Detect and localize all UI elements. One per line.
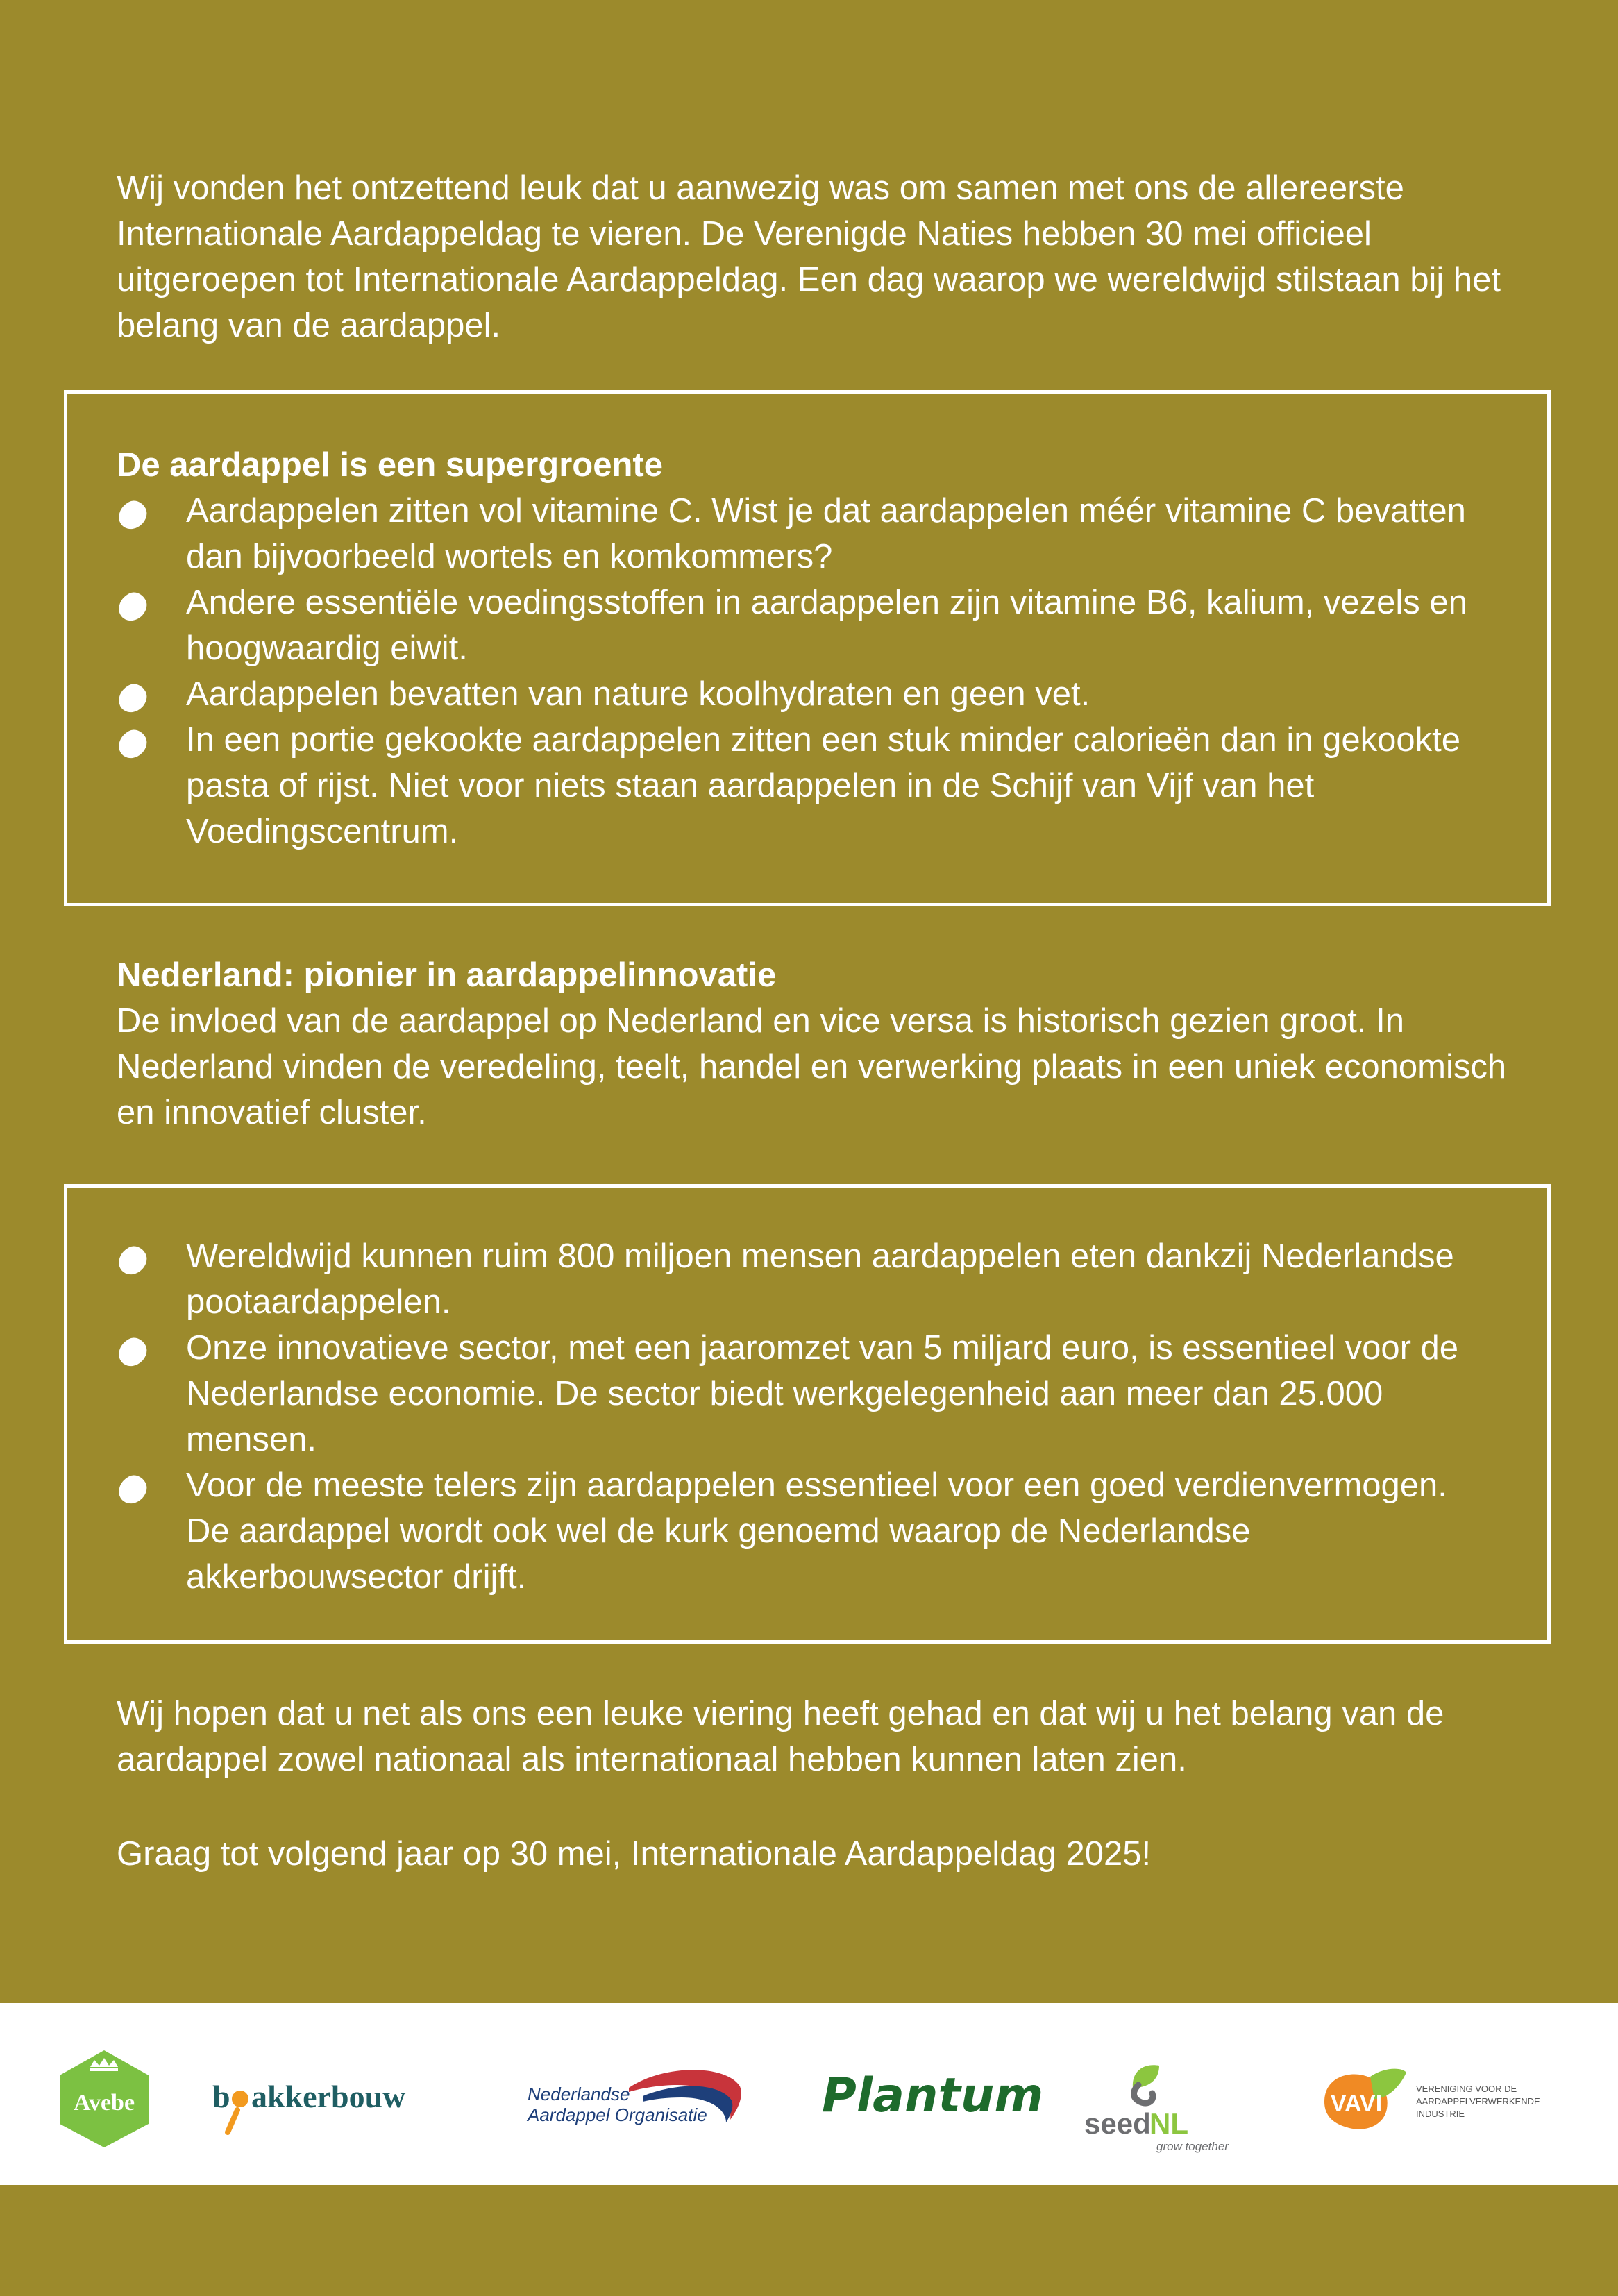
vavi-line1: VERENIGING VOOR DE [1416,2084,1517,2094]
bo-logo-b: b [212,2079,230,2114]
vavi-logo-text: VAVI [1330,2091,1383,2117]
potato-bullet-icon [114,588,152,625]
list-item-text: Andere essentiële voedingsstoffen in aardappelen zijn vitamine B6, kalium, vezels en hoogwaardig eiwit. [186,584,1467,667]
plantum-logo-text: Plantum [822,2068,1044,2123]
list-item [117,580,1498,671]
nao-logo-line1: Nederlandse [528,2084,630,2104]
list-item-text: Wereldwijd kunnen ruim 800 miljoen mensen aardappelen eten dankzij Nederlandse pootaardappelen. [186,1238,1454,1321]
list-item [117,1325,1498,1462]
seednl-tagline: grow together [1156,2140,1229,2153]
list-item [117,1462,1498,1600]
list-item [117,488,1498,580]
bo-logo-dot [232,2091,248,2107]
supergroente-list [117,488,1498,854]
intro-paragraph: Wij vonden het ontzettend leuk dat u aanwezig was om samen met ons de allereerste Internationale Aardappeldag te vieren. De Verenigde Naties hebben 30 mei officieel uitgeroepen tot Internationale Aardappeldag. Een dag waarop we wereldwijd stilstaan bij het belang van de aardappel. [117,169,1501,344]
potato-bullet-icon [114,1242,152,1278]
partner-logo-strip [0,2003,1618,2185]
potato-bullet-icon [114,496,152,533]
bo-akkerbouw-logo [210,2073,446,2135]
list-item-text: Aardappelen bevatten van nature koolhydraten en geen vet. [186,675,1090,713]
nederland-heading: Nederland: pionier in aardappelinnovatie [117,956,777,994]
avebe-logo-text: Avebe [73,2090,135,2116]
list-item [117,1233,1498,1325]
supergroente-heading: De aardappel is een supergroente [117,446,663,484]
bo-logo-text: akkerbouw [251,2079,406,2114]
avebe-logo [56,2046,153,2150]
list-item [117,671,1498,717]
nao-logo [525,2061,747,2131]
vavi-logo [1317,2060,1547,2136]
facts-list [117,1233,1498,1600]
supergroente-box [64,390,1551,906]
vavi-line3: INDUSTRIE [1416,2109,1465,2119]
list-item-text: Onze innovatieve sector, met een jaaromzet van 5 miljard euro, is essentieel voor de Nederlandse economie. De sector biedt werkgelegenheid aan meer dan 25.000 mensen. [186,1329,1459,1458]
potato-bullet-icon [114,679,152,716]
nederland-section [117,952,1533,1136]
seednl-logo-nl: NL [1149,2107,1188,2140]
seednl-logo [1083,2057,1249,2154]
facts-box [64,1184,1551,1644]
closing-paragraph: Graag tot volgend jaar op 30 mei, Internationale Aardappeldag 2025! [117,1835,1152,1873]
list-item [117,717,1498,854]
seednl-logo-seed: seed [1084,2107,1151,2140]
plantum-logo [819,2059,1044,2135]
potato-bullet-icon [114,1471,152,1508]
vavi-line2: AARDAPPELVERWERKENDE [1416,2096,1540,2107]
nederland-paragraph: De invloed van de aardappel op Nederland en vice versa is historisch gezien groot. In Nederland vinden de veredeling, teelt, handel en verwerking plaats in een uniek economisch en innovatief cluster. [117,1002,1507,1131]
list-item-text: In een portie gekookte aardappelen zitten een stuk minder calorieën dan in gekookte pasta of rijst. Niet voor niets staan aardappelen in de Schijf van Vijf van het Voedingscentrum. [186,721,1461,850]
potato-bullet-icon [114,1333,152,1370]
nao-logo-line2: Aardappel Organisatie [528,2104,707,2125]
outro-paragraph: Wij hopen dat u net als ons een leuke viering heeft gehad en dat wij u het belang van de aardappel zowel nationaal als internationaal hebben kunnen laten zien. [117,1695,1444,1778]
list-item-text: Voor de meeste telers zijn aardappelen essentieel voor een goed verdienvermogen. De aardappel wordt ook wel de kurk genoemd waarop de Nederlandse akkerbouwsector drijft. [186,1467,1447,1596]
potato-bullet-icon [114,725,152,762]
list-item-text: Aardappelen zitten vol vitamine C. Wist je dat aardappelen méér vitamine C bevatten dan bijvoorbeeld wortels en komkommers? [186,492,1466,575]
